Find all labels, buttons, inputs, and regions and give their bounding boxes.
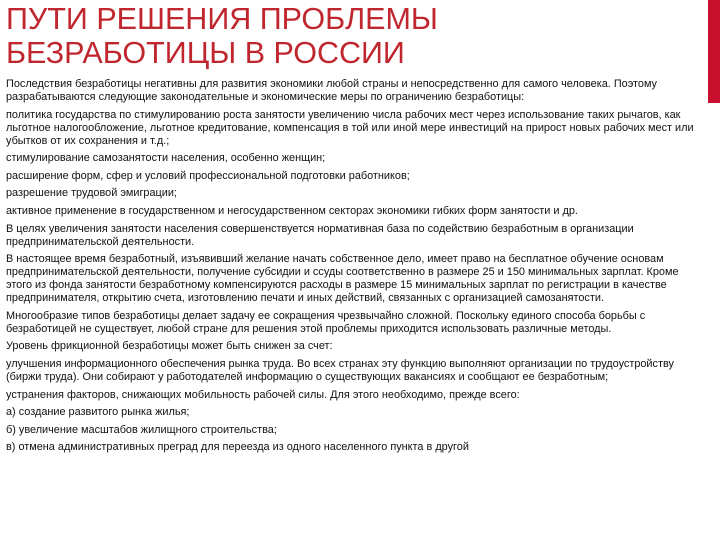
paragraph: б) увеличение масштабов жилищного строительства;	[6, 423, 277, 436]
paragraph: Многообразие типов безработицы делает задачу ее сокращения чрезвычайно сложной. Поскольку единого способа борьбы с безработицей не существует, любой стране для решения этой проблемы приходится использовать различные методы.	[6, 309, 646, 335]
paragraph: улучшения информационного обеспечения рынка труда. Во всех странах эту функцию выполняют организации по трудоустройству (биржи труда). Они собирают у работодателей информацию о существующих вакансиях и сообщают ее безработным;	[6, 357, 674, 383]
paragraph: активное применение в государственном и негосударственном секторах экономики гибких форм занятости и др.	[6, 204, 578, 217]
title-line-1: ПУТИ РЕШЕНИЯ ПРОБЛЕМЫ	[6, 2, 438, 36]
slide-body	[6, 78, 698, 459]
paragraph: политика государства по стимулированию роста занятости увеличению числа рабочих мест через использование таких рычагов, как льготное налогообложение, льготное кредитование, компенсация в той или иной мере инвестиций на прирост новых рабочих мест или убытков от их сохранения и т.д.;	[6, 108, 694, 147]
accent-bar	[708, 0, 720, 103]
paragraph: а) создание развитого рынка жилья;	[6, 406, 190, 419]
paragraph: разрешение трудовой эмиграции;	[6, 187, 177, 200]
paragraph: В целях увеличения занятости населения совершенствуется нормативная база по содействию безработным в организации предпринимательской деятельности.	[6, 222, 634, 248]
paragraph: в) отмена административных преград для переезда из одного населенного пункта в другой	[6, 441, 469, 454]
paragraph: расширение форм, сфер и условий профессиональной подготовки работников;	[6, 169, 410, 182]
paragraph: Последствия безработицы негативны для развития экономики любой страны и непосредственно для самого человека. Поэтому разрабатываются следующие законодательные и экономические меры по ограничению безработицы:	[6, 78, 658, 103]
title-line-2: БЕЗРАБОТИЦЫ В РОССИИ	[6, 36, 405, 70]
paragraph: устранения факторов, снижающих мобильность рабочей силы. Для этого необходимо, прежде всего:	[6, 388, 520, 401]
paragraph: В настоящее время безработный, изъявивший желание начать собственное дело, имеет право на бесплатное обучение основам предпринимательской деятельности, получение субсидии и ссуды соответственно в размере 25 и 150 минимальных зарплат. Кроме этого из фонда занятости безработному компенсируются расходы в размере 15 минимальных зарплат по регистрации в качестве предпринимателя, открытию счета, изготовлению печати и иных действий, связанных с организацией самозанятости.	[6, 253, 679, 305]
slide-title	[6, 2, 696, 70]
paragraph: Уровень фрикционной безработицы может быть снижен за счет:	[6, 340, 333, 353]
paragraph: стимулирование самозанятости населения, особенно женщин;	[6, 152, 326, 165]
